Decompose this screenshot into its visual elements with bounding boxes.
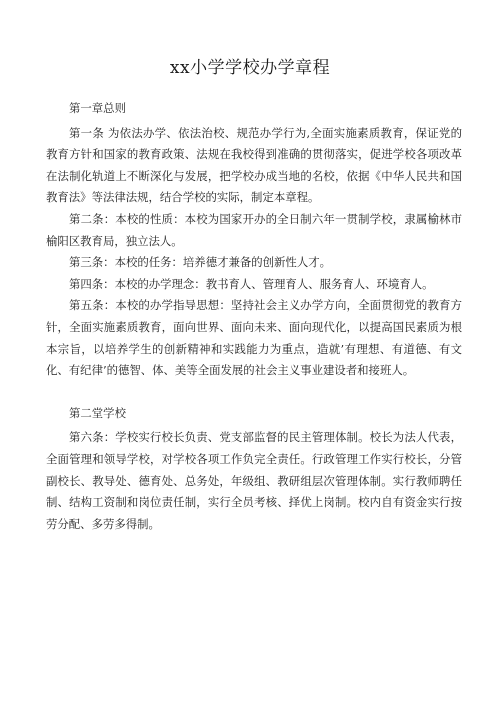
article-1: 第一条 为依法办学、依法治校、规范办学行为,全面实施素质教育，保证党的教育方针和国家的教育政策、法规在我校得到准确的贯彻落实，促进学校各项改革在法制化轨道上不断深化与发展，把学校办成当地的名校，依据《中华人民共和国教育法》等法律法规，结合学校的实际，制定本章程。: [46, 125, 462, 205]
spacer: [46, 382, 462, 403]
document-body: [46, 98, 462, 535]
article-4: 第四条：本校的办学理念：教书育人、管理育人、服务育人、环境育人。: [69, 276, 434, 291]
article-5: 第五条：本校的办学指导思想：坚持社会主义办学方向，全面贯彻党的教育方针，全面实施素质教育，面向世界、面向未来、面向现代化，以提高国民素质为根本宗旨，以培养学生的创新精神和实践能力为重点，造就’有理想、有道德、有文化、有纪律’的德智、体、美等全面发展的社会主义事业建设者和接班人。: [46, 298, 462, 378]
article-6: 第六条：学校实行校长负责、党支部监督的民主管理体制。校长为法人代表，全面管理和领导学校，对学校各项工作负完全责任。行政管理工作实行校长，分管副校长、教导处、德育处、总务处，年级组、教研组层次管理体制。实行教师聘任制、结构工资制和岗位责任制，实行全员考核、择优上岗制。校内自有资金实行按劳分配、多劳多得制。: [46, 430, 462, 531]
document-title: xx小学学校办学章程: [169, 58, 331, 78]
article-3: 第三条：本校的任务：培养德才兼备的创新性人才。: [69, 255, 331, 270]
chapter-1-heading: 第一章总则: [69, 101, 126, 115]
chapter-2-heading: 第二堂学校: [69, 405, 126, 420]
article-2: 第二条：本校的性质：本校为国家开办的全日制六年一贯制学校，隶属榆林市榆阳区教育局，独立法人。: [46, 211, 462, 248]
